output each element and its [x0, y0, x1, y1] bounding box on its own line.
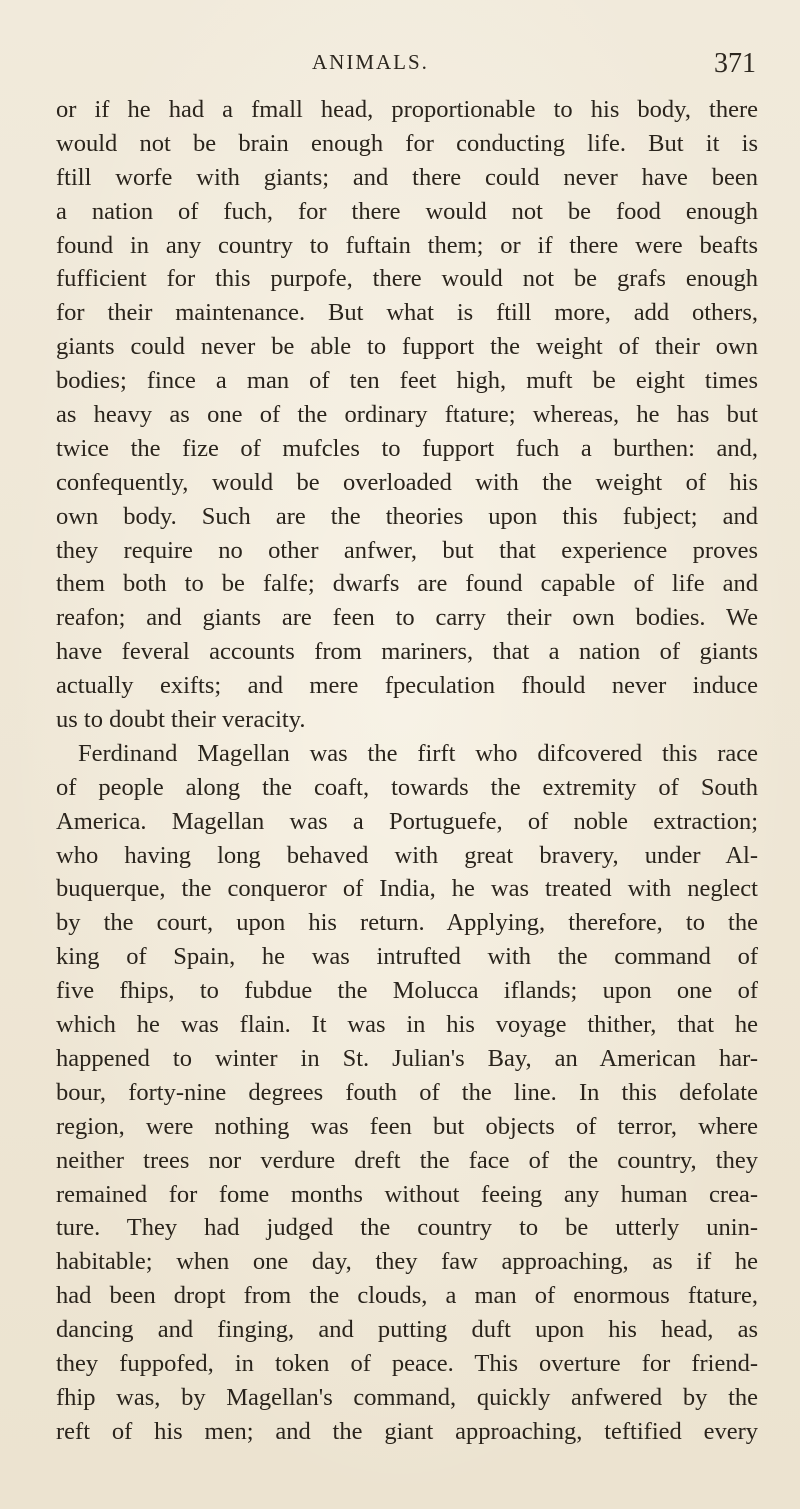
text-line: us to doubt their veracity. — [56, 706, 306, 734]
text-line: ftill worfe with giants; and there could never have been — [56, 163, 758, 191]
text-line: for their maintenance. But what is ftill more, add others, — [56, 299, 758, 327]
text-line: found in any country to fuftain them; or if there were beafts — [56, 231, 758, 259]
text-line: neither trees nor verdure dreft the face of the country, they — [56, 1146, 758, 1174]
text-line: them both to be falfe; dwarfs are found capable of life and — [56, 570, 758, 598]
text-line: a nation of fuch, for there would not be food enough — [56, 197, 758, 225]
text-line: twice the fize of mufcles to fupport fuch a burthen: and, — [56, 434, 758, 462]
text-line: fufficient for this purpofe, there would not be grafs enough — [56, 265, 758, 293]
running-title: ANIMALS. — [312, 50, 429, 74]
text-line: king of Spain, he was intrufted with the command of — [56, 943, 758, 971]
text-line: remained for fome months without feeing any human crea- — [56, 1180, 758, 1208]
text-line: region, were nothing was feen but objects of terror, where — [56, 1112, 758, 1140]
text-line: which he was flain. It was in his voyage thither, that he — [56, 1011, 758, 1039]
text-line: ture. They had judged the country to be utterly unin- — [56, 1214, 758, 1242]
text-line: giants could never be able to fupport the weight of their own — [56, 333, 758, 361]
body-text — [56, 93, 758, 1449]
text-line: bodies; fince a man of ten feet high, muft be eight times — [56, 367, 758, 395]
text-line: bour, forty-nine degrees fouth of the line. In this defolate — [56, 1078, 758, 1106]
text-line: of people along the coaft, towards the extremity of South — [56, 773, 758, 801]
text-line: they fuppofed, in token of peace. This overture for friend- — [56, 1349, 758, 1377]
paragraph-start-line: Ferdinand Magellan was the firft who difcovered this race — [78, 739, 758, 767]
text-line: America. Magellan was a Portuguefe, of noble extraction; — [56, 807, 758, 835]
page-number: 371 — [714, 48, 756, 79]
text-line: habitable; when one day, they faw approaching, as if he — [56, 1248, 758, 1276]
text-line: reafon; and giants are feen to carry their own bodies. We — [56, 604, 758, 632]
text-line: they require no other anfwer, but that experience proves — [56, 536, 758, 564]
text-line: buquerque, the conqueror of India, he was treated with neglect — [56, 875, 758, 903]
text-line: confequently, would be overloaded with the weight of his — [56, 468, 758, 496]
text-line: fhip was, by Magellan's command, quickly anfwered by the — [56, 1383, 758, 1411]
running-head — [0, 46, 800, 86]
text-line: had been dropt from the clouds, a man of enormous ftature, — [56, 1282, 758, 1310]
text-line: have feveral accounts from mariners, that a nation of giants — [56, 638, 758, 666]
text-line: own body. Such are the theories upon this fubject; and — [56, 502, 758, 530]
text-line: by the court, upon his return. Applying, therefore, to the — [56, 909, 758, 937]
text-line: happened to winter in St. Julian's Bay, an American har- — [56, 1044, 758, 1072]
text-line: dancing and finging, and putting duft upon his head, as — [56, 1316, 758, 1344]
text-line: as heavy as one of the ordinary ftature; whereas, he has but — [56, 401, 758, 429]
text-line: reft of his men; and the giant approaching, teftified every — [56, 1417, 758, 1445]
text-line: or if he had a fmall head, proportionable to his body, there — [56, 96, 758, 123]
text-line: would not be brain enough for conducting life. But it is — [56, 129, 758, 157]
text-line: who having long behaved with great bravery, under Al- — [56, 841, 758, 869]
text-line: actually exifts; and mere fpeculation fhould never induce — [56, 672, 758, 700]
text-line: five fhips, to fubdue the Molucca iflands; upon one of — [56, 977, 758, 1005]
